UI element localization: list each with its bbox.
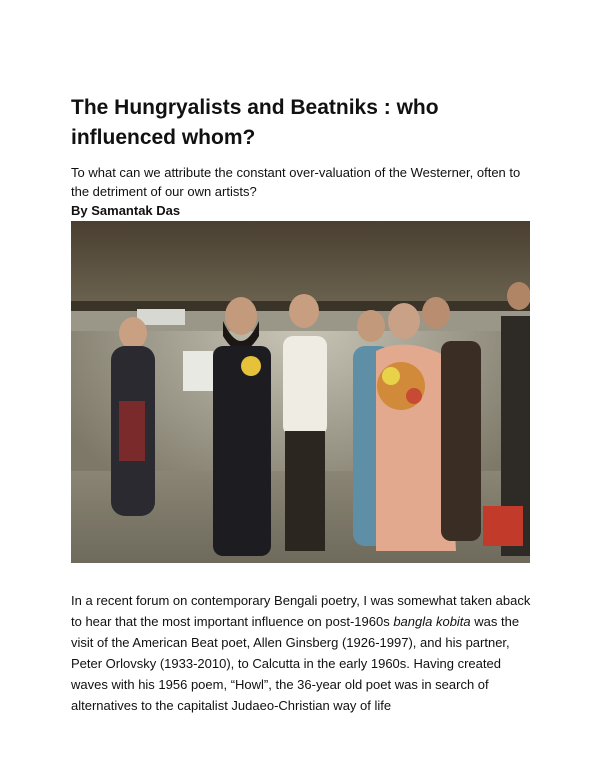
article-body [71,590,533,716]
article-title: The Hungryalists and Beatniks : who influenced whom? [71,96,439,149]
article-byline: By Samantak Das [71,203,181,218]
body-text-part-2: was the visit of the American Beat poet, Allen Ginsberg (1926-1997), and his partner, Peter Orlovsky (1933-2010), to Calcutta in the early 1960s. Having created waves with his 1956 poem, “Howl”, the 36-year old poet was in search of alternatives to the capitalist Judaeo-Christian way of life [71,614,520,713]
body-text-part-1: In a recent forum on contemporary Bengali poetry, I was somewhat taken aback to hear that the most important influence on post-1960s [71,593,531,629]
article-subtitle: To what can we attribute the constant over-valuation of the Westerner, often to the detriment of our own artists? [71,165,521,199]
body-text-italic: bangla kobita [393,614,471,629]
article-photo [71,221,530,563]
